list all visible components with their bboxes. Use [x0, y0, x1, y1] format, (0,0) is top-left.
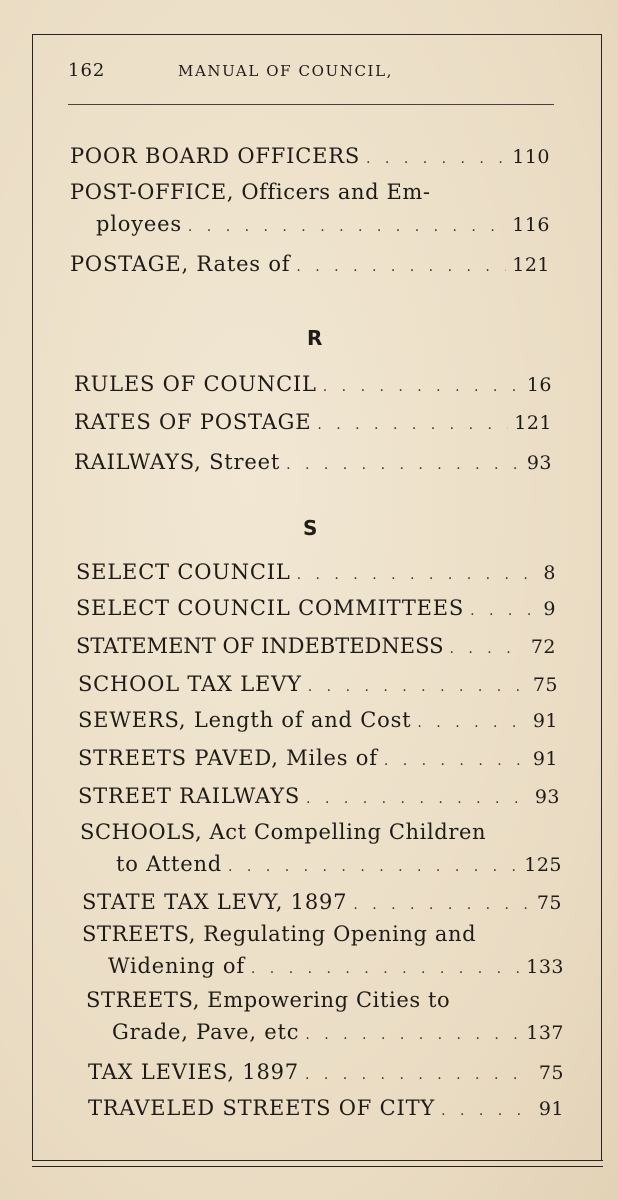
- index-entry: [78, 746, 558, 773]
- index-entry: [116, 852, 562, 879]
- header-rule: [68, 104, 554, 105]
- index-entry: [108, 954, 564, 981]
- dot-leader: [417, 711, 526, 735]
- section-letter-r: R: [307, 326, 323, 350]
- index-entry: [78, 784, 560, 811]
- entry-page: 75: [532, 674, 558, 696]
- entry-name: STREETS PAVED, Miles of: [78, 746, 378, 770]
- entry-name: RULES OF COUNCIL: [74, 372, 317, 396]
- entry-page: 72: [530, 636, 556, 658]
- entry-page: 121: [514, 412, 552, 434]
- index-entry: [70, 144, 550, 171]
- entry-page: 91: [532, 748, 558, 770]
- index-entry: [70, 252, 550, 279]
- entry-page: 91: [538, 1098, 564, 1120]
- index-entry-line: POST-OFFICE, Officers and Em-: [70, 180, 431, 204]
- dot-leader: [323, 375, 521, 399]
- dot-leader: [308, 675, 527, 699]
- entry-name: ployees: [96, 212, 182, 236]
- entry-page: 93: [534, 786, 560, 808]
- entry-page: 116: [512, 214, 550, 236]
- entry-name: RATES OF POSTAGE: [74, 410, 312, 434]
- dot-leader: [305, 1023, 520, 1047]
- index-entry-line: SCHOOLS, Act Compelling Children: [80, 820, 487, 844]
- dot-leader: [228, 855, 518, 879]
- index-entry: [76, 596, 556, 623]
- index-entry: [82, 890, 562, 917]
- bottom-rule: [32, 1160, 603, 1161]
- index-entry: [74, 410, 552, 437]
- entry-page: 125: [524, 854, 562, 876]
- dot-leader: [286, 453, 521, 477]
- index-entry: [96, 212, 550, 239]
- entry-page: 93: [526, 452, 552, 474]
- entry-page: 91: [532, 710, 558, 732]
- entry-page: 110: [512, 146, 550, 168]
- index-entry: [88, 1060, 564, 1087]
- bottom-rule-inner: [32, 1166, 603, 1167]
- dot-leader: [384, 749, 527, 773]
- index-entry: [74, 372, 552, 399]
- index-entry: [76, 560, 556, 587]
- index-entry: [88, 1096, 564, 1123]
- index-entry-line: STREETS, Empowering Cities to: [86, 988, 451, 1012]
- dot-leader: [188, 215, 506, 239]
- index-entry-line: STREETS, Regulating Opening and: [82, 922, 477, 946]
- entry-page: 137: [526, 1022, 564, 1044]
- page-number: 162: [68, 60, 106, 81]
- dot-leader: [353, 893, 530, 917]
- entry-page: 75: [538, 1062, 564, 1084]
- dot-leader: [251, 957, 520, 981]
- entry-name: POSTAGE, Rates of: [70, 252, 291, 276]
- entry-name: RAILWAYS, Street: [74, 450, 281, 474]
- entry-name: STREET RAILWAYS: [78, 784, 301, 808]
- entry-name: SCHOOL TAX LEVY: [78, 672, 302, 696]
- entry-page: 16: [526, 374, 552, 396]
- dot-leader: [470, 599, 537, 623]
- index-entry: [74, 450, 552, 477]
- dot-leader: [296, 255, 506, 279]
- entry-name: Grade, Pave, etc: [112, 1020, 300, 1044]
- entry-name: POOR BOARD OFFICERS: [70, 144, 361, 168]
- entry-name: SELECT COUNCIL COMMITTEES: [76, 596, 465, 620]
- dot-leader: [297, 563, 538, 587]
- entry-page: 75: [536, 892, 562, 914]
- entry-name: Widening of: [108, 954, 245, 978]
- dot-leader: [450, 637, 525, 661]
- index-entry: [78, 708, 558, 735]
- entry-page: 9: [543, 598, 556, 620]
- dot-leader: [317, 413, 508, 437]
- section-letter-s: S: [303, 516, 318, 540]
- entry-name: SEWERS, Length of and Cost: [78, 708, 412, 732]
- entry-name: SELECT COUNCIL: [76, 560, 291, 584]
- entry-name: to Attend: [116, 852, 223, 876]
- dot-leader: [366, 147, 506, 171]
- entry-page: 8: [543, 562, 556, 584]
- index-entry: [76, 634, 556, 661]
- entry-name: TRAVELED STREETS OF CITY: [88, 1096, 436, 1120]
- entry-page: 121: [512, 254, 550, 276]
- index-entry: [78, 672, 558, 699]
- entry-name: STATEMENT OF INDEBTEDNESS: [76, 634, 444, 658]
- dot-leader: [441, 1099, 533, 1123]
- running-title: MANUAL OF COUNCIL,: [178, 62, 394, 80]
- entry-page: 133: [526, 956, 564, 978]
- index-entry: [112, 1020, 564, 1047]
- entry-name: TAX LEVIES, 1897: [88, 1060, 299, 1084]
- dot-leader: [306, 787, 529, 811]
- entry-name: STATE TAX LEVY, 1897: [82, 890, 348, 914]
- dot-leader: [305, 1063, 533, 1087]
